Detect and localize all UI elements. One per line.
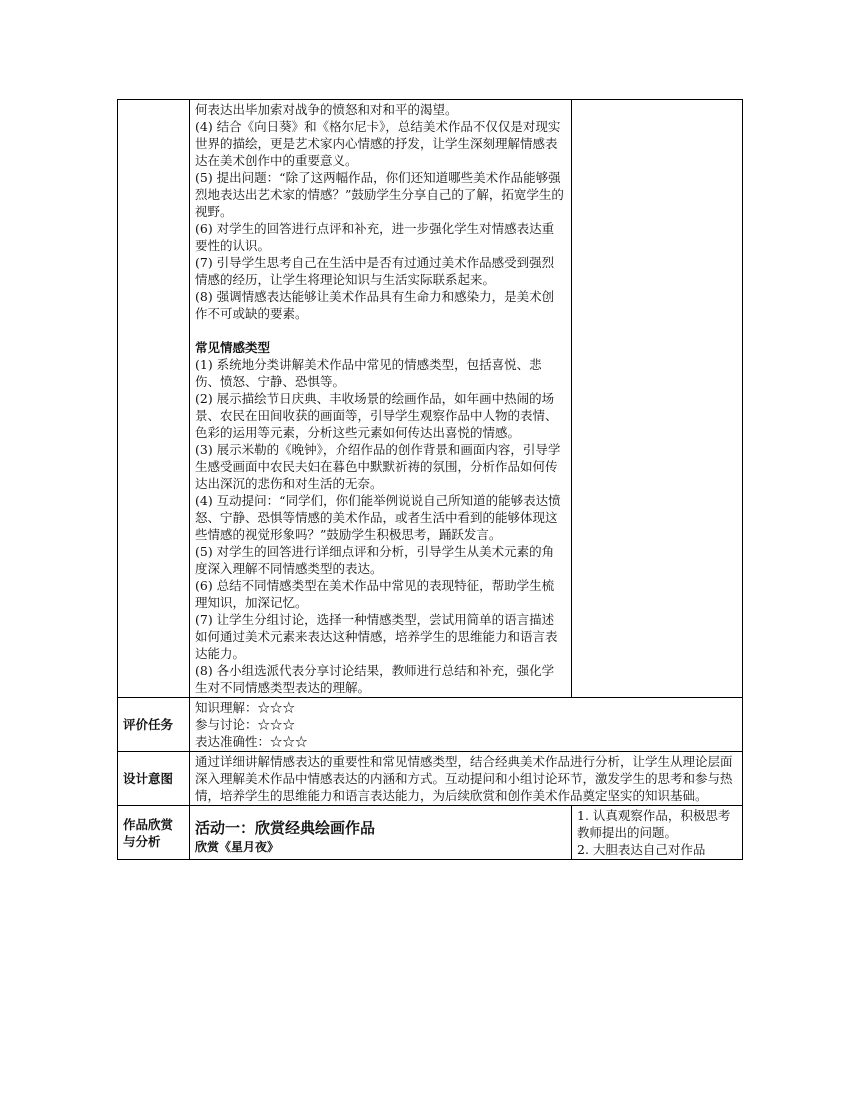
text-line: (8) 各小组选派代表分享讨论结果，教师进行总结和补充，强化学生对不同情感类型表达的理解。 [195, 663, 555, 695]
text-line: (4) 互动提问：“同学们，你们能举例说说自己所知道的能够表达愤怒、宁静、恐惧等情感的美术作品，或者生活中看到的能够体现这些情感的视觉形象吗？”鼓励学生积极思考，踊跃发言。 [195, 493, 561, 542]
text-line: (6) 总结不同情感类型在美术作品中常见的表现特征，帮助学生梳理知识，加深记忆。 [195, 578, 555, 610]
student-activity-cell [572, 100, 743, 698]
text-line: (7) 让学生分组讨论，选择一种情感类型，尝试用简单的语言描述如何通过美术元素来表达这种情感，培养学生的思维能力和语言表达能力。 [195, 612, 558, 661]
appreciation-teacher-cell [190, 806, 572, 860]
text-line: (5) 提出问题：“除了这两幅作品，你们还知道哪些美术作品能够强烈地表达出艺术家的情感？”鼓励学生分享自己的了解，拓宽学生的视野。 [195, 170, 564, 219]
text-line: (1) 系统地分类讲解美术作品中常见的情感类型，包括喜悦、悲伤、愤怒、宁静、恐惧等。 [195, 357, 542, 389]
text-line: (7) 引导学生思考自己在生活中是否有过通过美术作品感受到强烈情感的经历，让学生将理论知识与生活实际联系起来。 [195, 255, 555, 287]
teaching-process-row [118, 100, 743, 698]
evaluation-item: 表达准确性：☆☆☆ [195, 734, 308, 749]
spacer [195, 322, 566, 339]
activity-subtitle: 欣赏《星月夜》 [195, 840, 280, 854]
student-line: 2. 大胆表达自己对作品 [577, 842, 706, 857]
evaluation-label: 评价任务 [118, 698, 190, 752]
text-line: (4) 结合《向日葵》和《格尔尼卡》，总结美术作品不仅仅是对现实世界的描绘，更是艺术家内心情感的抒发，让学生深刻理解情感表达在美术创作中的重要意义。 [195, 119, 561, 168]
text-line: (6) 对学生的回答进行点评和补充，进一步强化学生对情感表达重要性的认识。 [195, 221, 555, 253]
student-line: 1. 认真观察作品，积极思考教师提出的问题。 [577, 808, 731, 840]
section-subheading: 常见情感类型 [195, 340, 271, 355]
text-line: (8) 强调情感表达能够让美术作品具有生命力和感染力，是美术创作不可或缺的要素。 [195, 289, 555, 321]
empty-label-cell [118, 100, 190, 698]
evaluation-item: 知识理解：☆☆☆ [195, 700, 296, 715]
evaluation-content [190, 698, 743, 752]
appreciation-label: 作品欣赏与分析 [118, 806, 190, 860]
text-line: (3) 展示米勒的《晚钟》，介绍作品的创作背景和画面内容，引导学生感受画面中农民夫妇在暮色中默默祈祷的氛围，分析作品如何传达出深沉的悲伤和对生活的无奈。 [195, 442, 561, 491]
activity-title: 活动一：欣赏经典绘画作品 [195, 819, 376, 837]
text-line: (2) 展示描绘节日庆典、丰收场景的绘画作品，如年画中热闹的场景、农民在田间收获的画面等，引导学生观察作品中人物的表情、色彩的运用等元素，分析这些元素如何传达出喜悦的情感。 [195, 391, 558, 440]
text-line: 何表达出毕加索对战争的愤怒和对和平的渴望。 [195, 102, 458, 117]
design-content: 通过详细讲解情感表达的重要性和常见情感类型，结合经典美术作品进行分析，让学生从理论层面深入理解美术作品中情感表达的内涵和方式。互动提问和小组讨论环节，激发学生的思考和参与热情，培养学生的思维能力和语言表达能力，为后续欣赏和创作美术作品奠定坚实的知识基础。 [190, 752, 743, 806]
teacher-activity-cell [190, 100, 572, 698]
appreciation-student-cell [572, 806, 743, 860]
design-label: 设计意图 [118, 752, 190, 806]
evaluation-row [118, 698, 743, 752]
lesson-plan-table [117, 99, 743, 860]
text-line: (5) 对学生的回答进行详细点评和分析，引导学生从美术元素的角度深入理解不同情感类型的表达。 [195, 544, 555, 576]
appreciation-row [118, 806, 743, 860]
design-intent-row [118, 752, 743, 806]
evaluation-item: 参与讨论：☆☆☆ [195, 717, 296, 732]
